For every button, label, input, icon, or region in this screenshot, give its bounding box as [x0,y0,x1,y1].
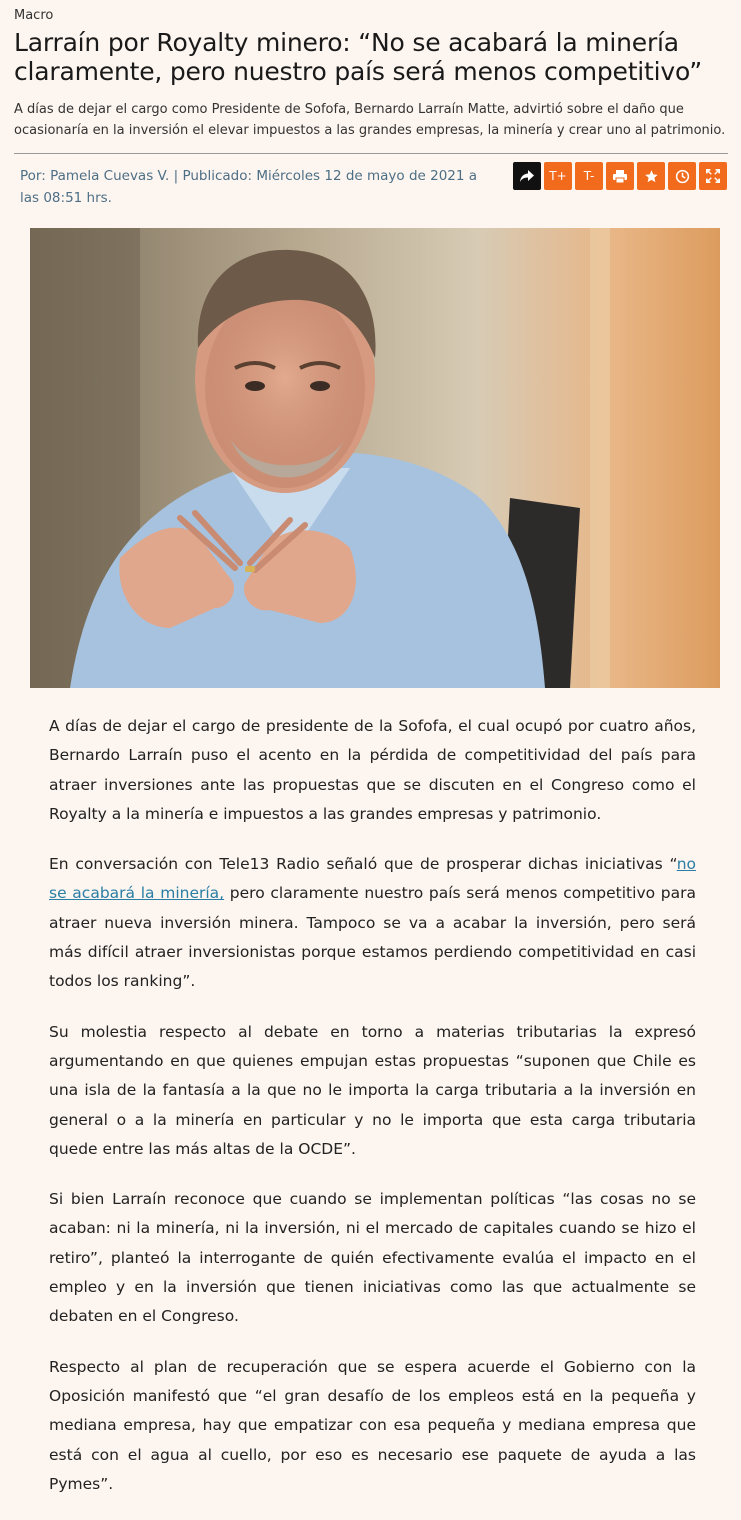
print-button[interactable] [606,162,634,190]
share-button[interactable] [513,162,541,190]
paragraph-text: En conversación con Tele13 Radio señaló que de prosperar dichas iniciativas “ [49,855,677,874]
paragraph-text: pero claramente nuestro país será menos competitivo para atraer nueva inversión minera. Tampoco se va a acabar la inversión, pero será más difícil atraer inversionistas porque estamos perdiendo competitividad en casi todos los ranking”. [49,884,697,991]
clock-icon [675,169,690,184]
expand-icon [706,169,720,183]
article-paragraph: Si bien Larraín reconoce que cuando se implementan políticas “las cosas no se acaban: ni la minería, ni la inversión, ni el mercado de capitales cuando se hizo el retiro”, planteó la interrogante de quién efectivamente evalúa el impacto en el empleo y en la inversión que tienen iniciativas como las que actualmente se debaten en el Congreso. [49,1190,696,1326]
portrait-illustration [30,228,720,688]
article-inline-link[interactable]: no se acabará la minería, [49,855,696,903]
article-paragraph: Su molestia respecto al debate en torno a materias tributarias la expresó argumentando en que quienes empujan estas propuestas “suponen que Chile es una isla de la fantasía a la que no le importa la carga tributaria a la inversión en general o a la minería en particular y no le importa que esta carga tributaria quede entre las más altas de la OCDE”. [49,1022,696,1158]
section-label[interactable]: Macro [14,8,54,23]
print-icon [612,169,628,184]
divider [14,153,728,154]
read-later-button[interactable] [668,162,696,190]
increase-text-button[interactable]: T+ [544,162,572,190]
star-icon [644,169,659,184]
article-paragraph [49,850,696,996]
favorite-button[interactable] [637,162,665,190]
article-photo [30,228,720,688]
article-body [49,712,696,1520]
byline: Por: Pamela Cuevas V. | Publicado: Miércoles 12 de mayo de 2021 a las 08:51 hrs. [20,168,478,206]
share-arrow-icon [519,169,535,183]
article-paragraph: Respecto al plan de recuperación que se espera acuerde el Gobierno con la Oposición manifestó que “el gran desafío de los empleos está en la pequeña y mediana empresa, hay que empatizar con esa pequeña y mediana empresa que está con el agua al cuello, por eso es necesario ese paquete de ayuda a las Pymes”. [49,1357,696,1493]
article-paragraph: A días de dejar el cargo de presidente de la Sofofa, el cual ocupó por cuatro años, Bernardo Larraín puso el acento en la pérdida de competitividad del país para atraer inversiones ante las propuestas que se discuten en el Congreso como el Royalty a la minería e impuestos a las grandes empresas y patrimonio. [49,717,696,823]
decrease-text-button[interactable]: T- [575,162,603,190]
fullscreen-button[interactable] [699,162,727,190]
article-lead: A días de dejar el cargo como Presidente de Sofofa, Bernardo Larraín Matte, advirtió sobre el daño que ocasionaría en la inversión el elevar impuestos a las grandes empresas, la minería y crear uno al patrimonio. [14,102,726,138]
article-toolbar [513,162,727,190]
article-headline: Larraín por Royalty minero: “No se acabará la minería claramente, pero nuestro país será menos competitivo” [14,28,702,86]
